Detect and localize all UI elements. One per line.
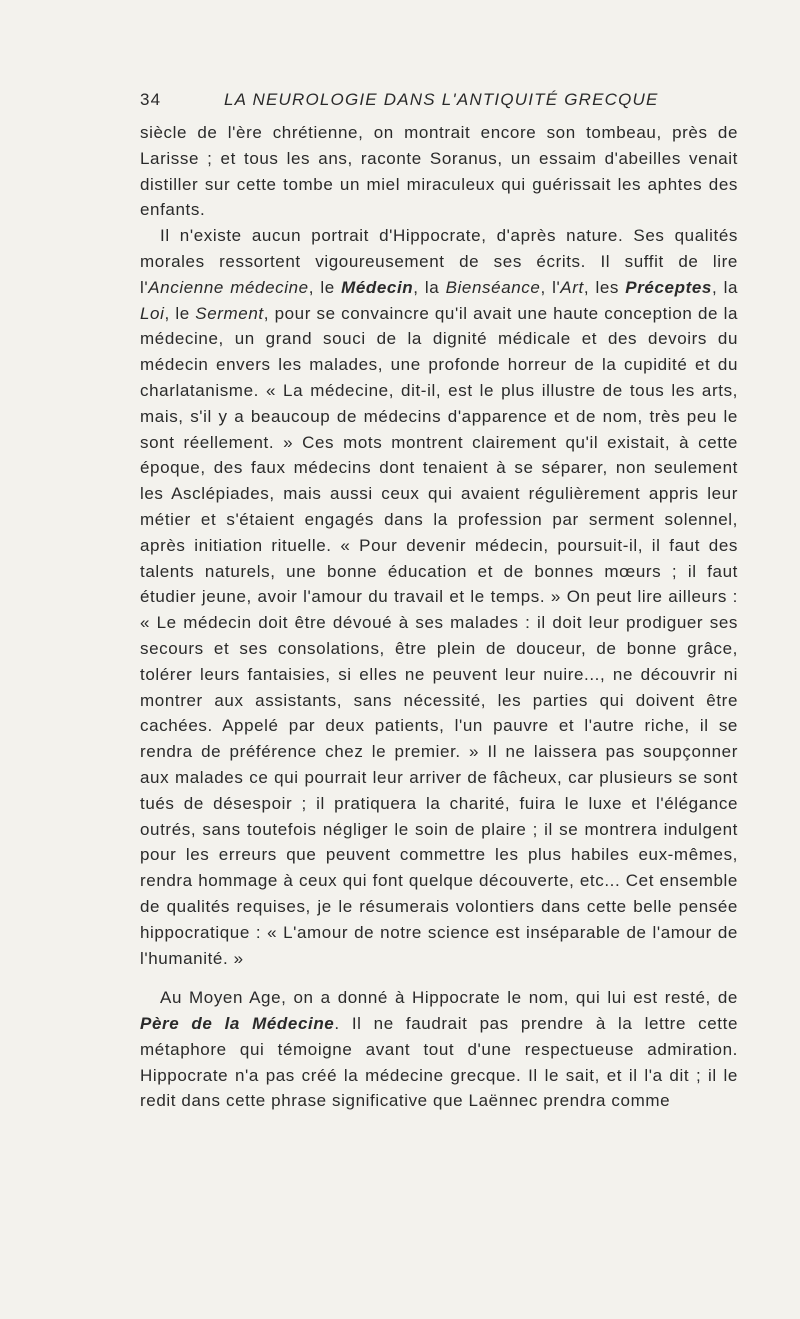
epithet-pere-de-la-medecine: Père de la Médecine bbox=[140, 1014, 335, 1034]
page-number: 34 bbox=[140, 90, 162, 109]
paragraph-2-text: , l' bbox=[540, 277, 561, 297]
running-head bbox=[140, 90, 740, 114]
paragraph-1 bbox=[140, 120, 738, 223]
paragraph-2-text: , le bbox=[308, 277, 342, 297]
work-title-preceptes: Préceptes bbox=[625, 277, 712, 297]
work-title-art: Art bbox=[560, 277, 584, 297]
work-title-bienseance: Bienséance bbox=[445, 277, 541, 297]
paragraph-3-text: . Il ne faudrait pas prendre à la lettre cette métaphore qui témoigne avant tout d'une respectueuse admiration. Hippocrate n'a pas créé la médecine grecque. Il le sait, et il l'a dit ; il le redit dans cette phrase significative que Laënnec prendra comme bbox=[140, 1014, 738, 1111]
paragraph-2-text: Il n'existe aucun portrait d'Hippocrate, d'après nature. Ses qualités morales ressortent vigoureusement de ses écrits. Il suffit de lire l' bbox=[140, 226, 738, 297]
paragraph-2-text: , pour se convaincre qu'il avait une haute conception de la médecine, un grand souci de la dignité médicale et des devoirs du médecin envers les malades, une profonde horreur de la cupidité et du charlatanisme. « La médecine, dit-il, est le plus illustre de tous les arts, mais, s'il y a beaucoup de médecins d'apparence et de nom, très peu le sont réellement. » Ces mots montrent clairement qu'il existait, à cette époque, des faux médecins dont tenaient à se séparer, non seulement les Asclépiades, mais aussi ceux qui avaient régulièrement appris leur métier et s'étaient engagés dans la profession par serment solennel, après initiation rituelle. « Pour devenir médecin, poursuit-il, il faut des talents naturels, une bonne éducation et de bonnes mœurs ; il faut étudier jeune, avoir l'amour du travail et le temps. » On peut lire ailleurs : « Le médecin doit être dévoué à ses malades : il doit leur prodiguer ses secours et ses consolations, être plein de douceur, de bonne grâce, tolérer leurs fantaisies, si elles ne peuvent leur nuire..., ne découvrir ni montrer aux assistants, sans nécessité, les parties qui doivent être cachées. Appelé par deux patients, l'un pauvre et l'autre riche, il se rendra de préférence chez le premier. » Il ne laissera pas soupçonner aux malades ce qui pourrait leur arriver de fâcheux, car plusieurs se sont tués de désespoir ; il pratiquera la charité, fuira le luxe et l'élégance outrés, sans toutefois négliger le soin de plaire ; il se montrera indulgent pour les erreurs que peuvent commettre les plus habiles eux-mêmes, rendra hommage à ceux qui font quelque découverte, etc... Cet ensemble de qualités requises, je le résumerais volontiers dans cette belle pensée hippocratique : « L'amour de notre science est inséparable de l'amour de l'humanité. » bbox=[140, 303, 739, 968]
paragraph-2 bbox=[140, 223, 738, 971]
running-title: LA NEUROLOGIE DANS L'ANTIQUITÉ GRECQUE bbox=[224, 90, 659, 109]
paragraph-2-text: , les bbox=[583, 277, 626, 297]
paragraph-3 bbox=[140, 985, 738, 1114]
body-text bbox=[140, 120, 738, 1114]
paragraph-2-text: , la bbox=[711, 277, 738, 297]
paragraph-1-text: siècle de l'ère chrétienne, on montrait encore son tombeau, près de Larisse ; et tous les ans, raconte Soranus, un essaim d'abeilles venait distiller sur cette tombe un miel miraculeux qui guérissait les aphtes des enfants. bbox=[140, 123, 738, 220]
paragraph-3-text: Au Moyen Age, on a donné à Hippocrate le nom, qui lui est resté, de bbox=[160, 988, 738, 1008]
work-title-loi: Loi bbox=[140, 303, 165, 323]
paragraph-2-text: , la bbox=[413, 277, 446, 297]
work-title-ancienne-medecine: Ancienne médecine bbox=[148, 277, 309, 297]
work-title-serment: Serment bbox=[195, 303, 264, 323]
work-title-medecin: Médecin bbox=[341, 277, 414, 297]
paragraph-2-text: , le bbox=[164, 303, 196, 323]
